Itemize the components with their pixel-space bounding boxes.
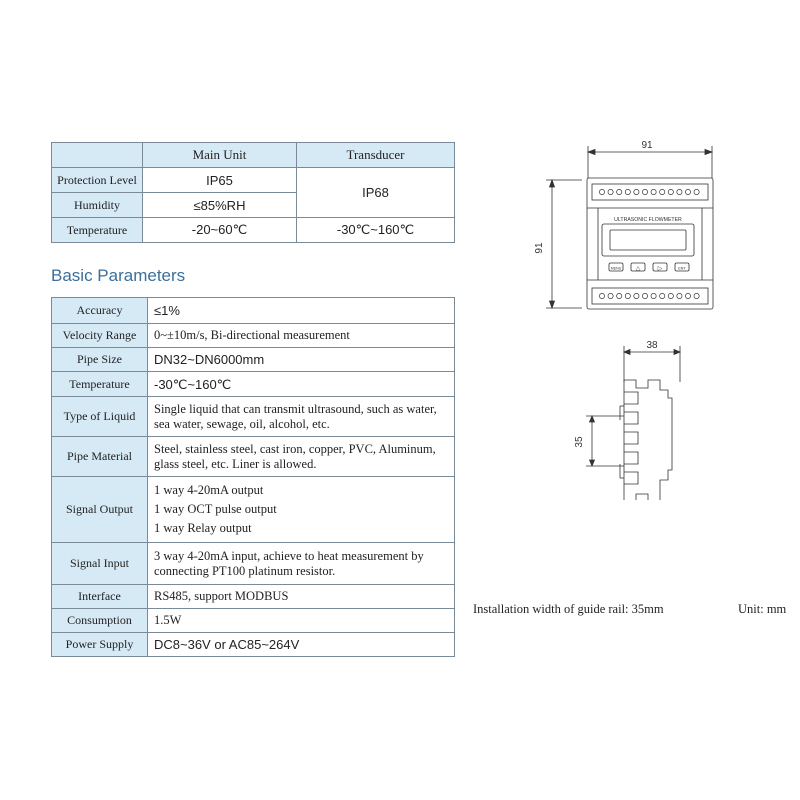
param-value-signal-output	[148, 477, 455, 543]
terminal-hole	[642, 189, 647, 194]
param-value-interface: RS485, support MODBUS	[148, 585, 455, 609]
right-key-label: ▷	[657, 266, 663, 272]
table-corner-cell	[52, 143, 143, 168]
param-label-signal-input: Signal Input	[52, 543, 148, 585]
param-value-consumption: 1.5W	[148, 609, 455, 633]
rail-dimension-label: 35	[574, 436, 585, 448]
param-value-type-of-liquid: Single liquid that can transmit ultrasound, such as water, sea water, sewage, oil, alcohol, etc.	[148, 397, 455, 437]
signal-output-line: 1 way OCT pulse output	[154, 502, 277, 516]
terminal-hole	[599, 189, 604, 194]
row-label-temperature: Temperature	[52, 218, 143, 243]
transducer-temperature-value: -30℃~160℃	[297, 218, 455, 243]
main-unit-humidity-value: ≤85%RH	[143, 193, 297, 218]
row-label-humidity: Humidity	[52, 193, 143, 218]
main-unit-protection-value: IP65	[143, 168, 297, 193]
param-label-pipe-size: Pipe Size	[52, 348, 148, 372]
row-label-protection-level: Protection Level	[52, 168, 143, 193]
terminal-hole	[677, 189, 682, 194]
depth-dimension-label: 38	[646, 340, 658, 351]
header-main-unit: Main Unit	[143, 143, 297, 168]
terminal-hole	[685, 293, 690, 298]
side-view	[586, 346, 680, 500]
width-dimension-label: 91	[641, 140, 653, 151]
menu-key-label: MENU	[610, 266, 622, 271]
terminal-hole	[694, 189, 699, 194]
basic-parameters-table	[51, 297, 455, 657]
display-title: ULTRASONIC FLOWMETER	[614, 217, 682, 223]
terminal-hole	[677, 293, 682, 298]
terminal-hole	[617, 293, 622, 298]
param-value-velocity-range: 0~±10m/s, Bi-directional measurement	[148, 324, 455, 348]
terminal-hole	[660, 293, 665, 298]
param-label-temperature: Temperature	[52, 372, 148, 397]
transducer-protection-humidity-value: IP68	[297, 168, 455, 218]
param-value-pipe-size: DN32~DN6000mm	[148, 348, 455, 372]
param-label-type-of-liquid: Type of Liquid	[52, 397, 148, 437]
terminal-hole	[625, 293, 630, 298]
terminal-holes	[599, 189, 699, 298]
terminal-hole	[694, 293, 699, 298]
terminal-hole	[651, 293, 656, 298]
terminal-hole	[634, 189, 639, 194]
signal-output-line: 1 way 4-20mA output	[154, 483, 264, 497]
param-label-consumption: Consumption	[52, 609, 148, 633]
environment-table	[51, 142, 455, 243]
terminal-hole	[608, 189, 613, 194]
signal-output-line: 1 way Relay output	[154, 521, 252, 535]
terminal-hole	[685, 189, 690, 194]
param-label-power-supply: Power Supply	[52, 633, 148, 657]
param-value-pipe-material: Steel, stainless steel, cast iron, copper, PVC, Aluminum, glass steel, etc. Liner is allowed.	[148, 437, 455, 477]
unit-note: Unit: mm	[738, 602, 787, 616]
main-unit-temperature-value: -20~60℃	[143, 218, 297, 243]
terminal-hole	[660, 189, 665, 194]
param-value-temperature: -30℃~160℃	[148, 372, 455, 397]
terminal-hole	[651, 189, 656, 194]
terminal-hole	[668, 293, 673, 298]
up-key-label: △	[635, 266, 641, 272]
param-value-power-supply: DC8~36V or AC85~264V	[148, 633, 455, 657]
section-title-basic-parameters: Basic Parameters	[51, 266, 186, 285]
front-view	[546, 146, 713, 309]
param-label-signal-output: Signal Output	[52, 477, 148, 543]
param-label-pipe-material: Pipe Material	[52, 437, 148, 477]
terminal-hole	[617, 189, 622, 194]
terminal-hole	[634, 293, 639, 298]
header-transducer: Transducer	[297, 143, 455, 168]
param-label-interface: Interface	[52, 585, 148, 609]
param-value-accuracy: ≤1%	[148, 298, 455, 324]
enter-key-label: ENT	[678, 266, 686, 271]
terminal-hole	[599, 293, 604, 298]
installation-note: Installation width of guide rail: 35mm	[473, 602, 664, 616]
height-dimension-label: 91	[534, 242, 545, 254]
terminal-hole	[668, 189, 673, 194]
param-label-velocity-range: Velocity Range	[52, 324, 148, 348]
param-value-signal-input: 3 way 4-20mA input, achieve to heat measurement by connecting PT100 platinum resistor.	[148, 543, 455, 585]
dimension-drawing	[520, 130, 790, 500]
param-label-accuracy: Accuracy	[52, 298, 148, 324]
terminal-hole	[608, 293, 613, 298]
terminal-hole	[625, 189, 630, 194]
terminal-hole	[642, 293, 647, 298]
